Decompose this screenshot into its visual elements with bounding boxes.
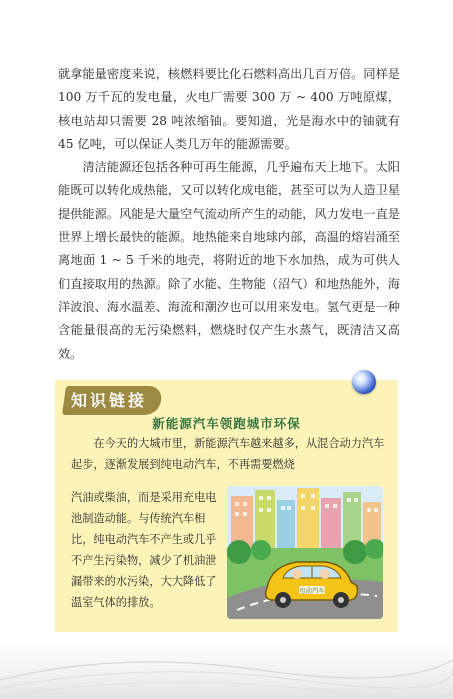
box-title: 新能源汽车领跑城市环保 [152,416,301,431]
knowledge-link-box [55,380,398,632]
knowledge-tab-label: 知识链接 [71,391,148,410]
car-sign-label: 电动汽车 [299,586,325,595]
electric-car-illustration [227,486,383,619]
box-side-text: 汽油或柴油，而是采用充电电池制造动能。与传统汽车相比，纯电动汽车不产生或几乎不产生污染物，减少了机油泄漏带来的水污染，大大降低了温室气体的排放。 [71,491,217,609]
page-body [58,63,400,366]
body-paragraph-2: 清洁能源还包括各种可再生能源，几乎遍布天上地下。太阳能既可以转化成热能，又可以转化成电能，甚至可以为人造卫星提供能源。风能是大量空气流动所产生的动能，风力发电一直是世界上增长最快的能源。地热能来自地球内部，高温的熔岩涌至离地面 1 ~ 5 千米的地壳，将附近的地下水加热，成为可供人们直接取用的热源。除了水能、生物能（沼气）和地热能外，海洋波浪、海水温差、海流和潮汐也可以用来发电。氢气更是一种含能量很高的无污染燃料，燃烧时仅产生水蒸气，既清洁又高效。 [58,160,400,361]
body-paragraph-1: 就拿能量密度来说，核燃料要比化石燃料高出几百万倍。同样是 100 万千瓦的发电量，火电厂需要 300 万 ~ 400 万吨原煤，核电站却只需要 28 吨浓缩铀。要知道，光是海水中的铀就有 45 亿吨，可以保证人类几万年的能源需要。 [58,67,400,151]
box-lead-text: 在今天的大城市里，新能源汽车越来越多，从混合动力汽车起步，逐渐发展到纯电动汽车，不再需要燃烧 [71,437,385,471]
globe-icon [352,370,376,394]
page-footer-decoration [0,640,453,699]
